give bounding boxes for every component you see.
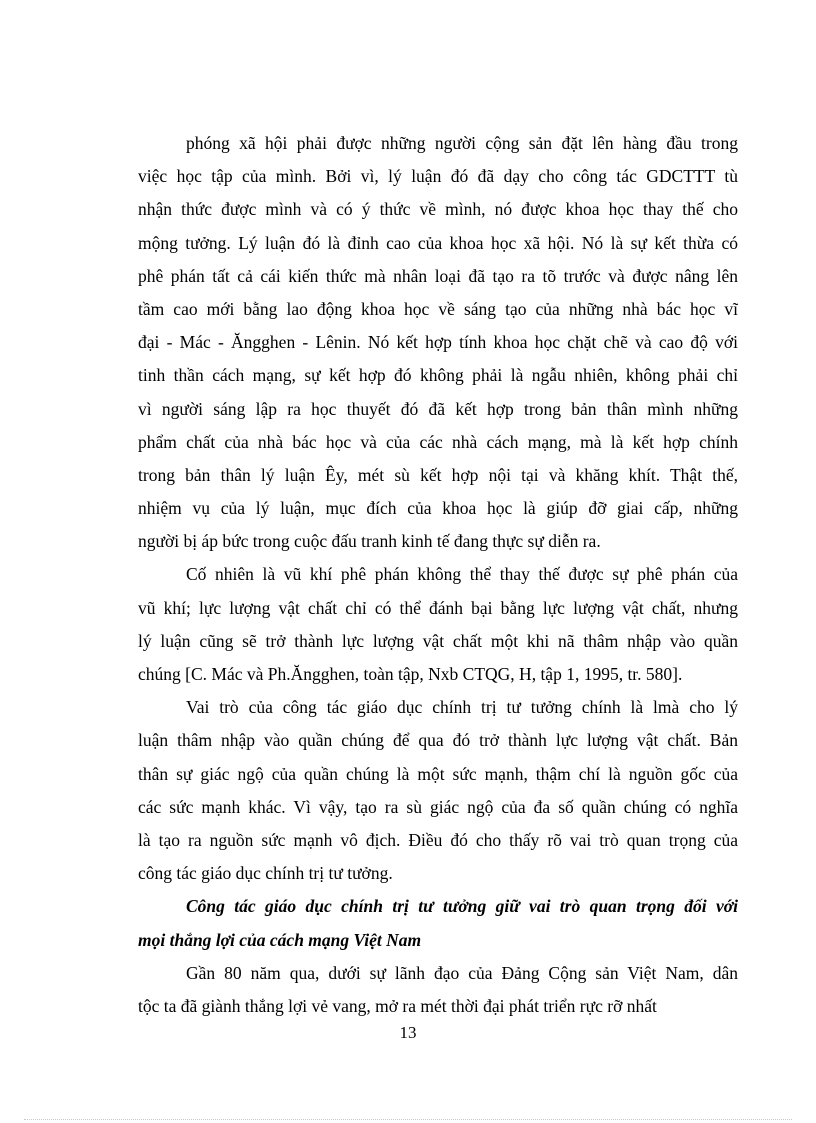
text-line: đại - Mác - Ăngghen - Lênin. Nó kết hợp tính khoa học chặt chẽ và cao độ với xyxy=(138,332,738,353)
page-number: 13 xyxy=(399,1023,417,1042)
text-line: trong bản thân lý luận Êy, mét sù kết hợp nội tại và khăng khít. Thật thế, xyxy=(138,464,738,485)
text-line: lý luận cũng sẽ trở thành lực lượng vật chất một khi nã thâm nhập vào quần xyxy=(138,630,738,651)
page-body xyxy=(138,127,738,1023)
section-heading: mọi thắng lợi của cách mạng Việt Nam xyxy=(138,929,422,950)
text-line: Gần 80 năm qua, dưới sự lãnh đạo của Đảng Cộng sản Việt Nam, dân xyxy=(186,962,738,983)
text-line: phóng xã hội phải được những người cộng sản đặt lên hàng đầu trong xyxy=(186,133,738,153)
text-line: vũ khí; lực lượng vật chất chỉ có thể đánh bại bằng lực lượng vật chất, nhưng xyxy=(138,597,738,618)
text-line: người bị áp bức trong cuộc đấu tranh kinh tế đang thực sự diễn ra. xyxy=(138,531,601,552)
section-heading: Công tác giáo dục chính trị tư tưởng giữ vai trò quan trọng đối với xyxy=(186,896,738,917)
text-line: vì người sáng lập ra học thuyết đó đã kết hợp trong bản thân mình những xyxy=(138,398,738,419)
text-line: Cố nhiên là vũ khí phê phán không thể thay thế được sự phê phán của xyxy=(186,564,738,585)
text-line: chúng [C. Mác và Ph.Ăngghen, toàn tập, Nxb CTQG, H, tập 1, 1995, tr. 580]. xyxy=(138,664,683,684)
text-line: luận thâm nhập vào quần chúng để qua đó trở thành lực lượng vật chất. Bản xyxy=(138,730,738,751)
page-bottom-rule xyxy=(24,1119,792,1120)
text-line: Vai trò của công tác giáo dục chính trị tư tưởng chính là lmà cho lý xyxy=(186,697,738,718)
text-line: phê phán tất cả cái kiến thức mà nhân loại đã tạo ra tõ trước và được nâng lên xyxy=(138,265,738,286)
text-line: thân sự giác ngộ của quần chúng là một sức mạnh, thậm chí là nguồn gốc của xyxy=(138,763,738,784)
text-line: tộc ta đã giành thắng lợi vẻ vang, mở ra mét thời đại phát triển rực rỡ nhất xyxy=(138,995,657,1016)
text-line: các sức mạnh khác. Vì vậy, tạo ra sù giác ngộ của đa số quần chúng có nghĩa xyxy=(138,796,738,817)
text-line: nhận thức được mình và có ý thức về mình, nó được khoa học thay thế cho xyxy=(138,199,738,220)
text-line: phẩm chất của nhà bác học và của các nhà cách mạng, mà là kết hợp chính xyxy=(138,431,738,452)
text-line: tinh thần cách mạng, sự kết hợp đó không phải là ngẫu nhiên, không phải chỉ xyxy=(138,365,738,386)
text-line: tầm cao mới bằng lao động khoa học về sáng tạo của những nhà bác học vĩ xyxy=(138,298,738,319)
text-line: việc học tập của mình. Bởi vì, lý luận đó đã dạy cho công tác GDCTTT tù xyxy=(138,166,738,187)
text-line: mộng tưởng. Lý luận đó là đỉnh cao của khoa học xã hội. Nó là sự kết thừa có xyxy=(138,232,738,253)
text-line: là tạo ra nguồn sức mạnh vô địch. Điều đó cho thấy rõ vai trò quan trọng của xyxy=(138,829,738,850)
text-line: công tác giáo dục chính trị tư tưởng. xyxy=(138,863,393,884)
text-line: nhiệm vụ của lý luận, mục đích của khoa học là giúp đỡ giai cấp, những xyxy=(138,498,738,519)
